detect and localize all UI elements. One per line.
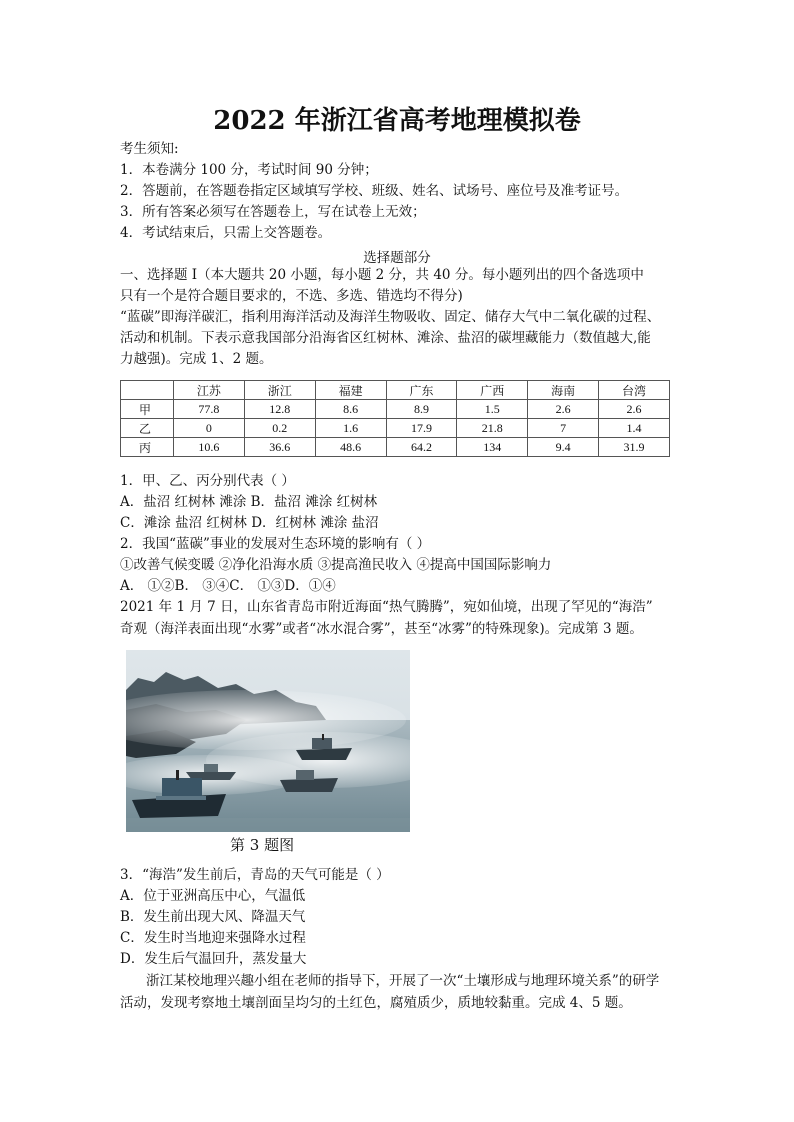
question-1-options: A．盐沼 红树林 滩涂 B．盐沼 滩涂 红树林: [120, 494, 378, 510]
intro-paragraph: “蓝碳”即海洋碳汇，指利用海洋活动及海洋生物吸收、固定、储存大气中二氧化碳的过程、: [120, 309, 661, 325]
question-2-stem: 2．我国“蓝碳”事业的发展对生态环境的影响有（ ）: [120, 536, 431, 552]
table-row-label: 甲: [121, 400, 174, 419]
table-cell: 8.6: [315, 400, 386, 419]
table-header-cell: 广西: [457, 381, 528, 400]
table-cell: 1.5: [457, 400, 528, 419]
table-row-label: 丙: [121, 438, 174, 457]
table-cell: 9.4: [528, 438, 599, 457]
table-cell: 1.6: [315, 419, 386, 438]
question-3-option: C．发生时当地迎来强降水过程: [120, 930, 306, 946]
intro-paragraph: 奇观（海洋表面出现“水雾”或者“冰水混合雾”，甚至“冰雾”的特殊现象)。完成第 3 题。: [120, 621, 643, 637]
table-header-cell: 海南: [528, 381, 599, 400]
section-title: 选择题部分: [363, 250, 431, 266]
question-3-option: B．发生前出现大风、降温天气: [120, 909, 306, 925]
table-cell: 2.6: [599, 400, 670, 419]
notice-item: 2．答题前，在答题卷指定区域填写学校、班级、姓名、试场号、座位号及准考证号。: [120, 183, 629, 199]
table-cell: 2.6: [528, 400, 599, 419]
table-cell: 36.6: [244, 438, 315, 457]
page-title: 2022 年浙江省高考地理模拟卷: [213, 106, 581, 136]
table-cell: 17.9: [386, 419, 457, 438]
table-cell: 0.2: [244, 419, 315, 438]
table-header-cell: 广东: [386, 381, 457, 400]
sea-smoke-photo: [126, 650, 410, 832]
notice-item: 1．本卷满分 100 分，考试时间 90 分钟；: [120, 162, 378, 178]
question-2-statements: ①改善气候变暖 ②净化沿海水质 ③提高渔民收入 ④提高中国国际影响力: [120, 557, 552, 573]
table-cell: 134: [457, 438, 528, 457]
notice-heading: 考生须知:: [120, 141, 179, 157]
question-1-options: C．滩涂 盐沼 红树林 D．红树林 滩涂 盐沼: [120, 515, 379, 531]
table-header-cell: [121, 381, 174, 400]
table-header-cell: 台湾: [599, 381, 670, 400]
intro-paragraph: 活动和机制。下表示意我国部分沿海省区红树林、滩涂、盐沼的碳埋藏能力（数值越大,能: [120, 330, 651, 346]
notice-item: 4．考试结束后，只需上交答题卷。: [120, 225, 332, 241]
question-1-stem: 1．甲、乙、丙分别代表（ ）: [120, 473, 295, 489]
table-cell: 7: [528, 419, 599, 438]
part1-instructions: 一、选择题 Ⅰ（本大题共 20 小题，每小题 2 分，共 40 分。每小题列出的四个备选项中: [120, 267, 644, 283]
table-row: [121, 419, 670, 438]
table-cell: 8.9: [386, 400, 457, 419]
table-cell: 10.6: [174, 438, 245, 457]
table-cell: 0: [174, 419, 245, 438]
table-cell: 77.8: [174, 400, 245, 419]
table-cell: 1.4: [599, 419, 670, 438]
table-row: [121, 438, 670, 457]
table-cell: 64.2: [386, 438, 457, 457]
part1-instructions: 只有一个是符合题目要求的，不选、多选、错选均不得分): [120, 288, 463, 304]
table-header-cell: 江苏: [174, 381, 245, 400]
table-header-row: [121, 381, 670, 400]
table-header-cell: 福建: [315, 381, 386, 400]
question-2-options: A． ①②B． ③④C． ①③D．①④: [120, 578, 336, 594]
table-header-cell: 浙江: [244, 381, 315, 400]
carbon-table: [120, 380, 670, 457]
figure-caption: 第 3 题图: [230, 836, 295, 854]
question-3-option: A．位于亚洲高压中心，气温低: [120, 888, 306, 904]
question-3-stem: 3．“海浩”发生前后，青岛的天气可能是（ ）: [120, 867, 390, 883]
table-cell: 31.9: [599, 438, 670, 457]
notice-item: 3．所有答案必须写在答题卷上，写在试卷上无效；: [120, 204, 426, 220]
table-cell: 48.6: [315, 438, 386, 457]
intro-paragraph: 活动，发现考察地土壤剖面呈均匀的土红色，腐殖质少，质地较黏重。完成 4、5 题。: [120, 995, 632, 1011]
intro-paragraph: 2021 年 1 月 7 日，山东省青岛市附近海面“热气腾腾”，宛如仙境，出现了罕见的“海浩”: [120, 599, 653, 615]
table-cell: 12.8: [244, 400, 315, 419]
intro-paragraph: 力越强)。完成 1、2 题。: [120, 351, 273, 367]
table-row: [121, 400, 670, 419]
table-cell: 21.8: [457, 419, 528, 438]
intro-paragraph: 浙江某校地理兴趣小组在老师的指导下，开展了一次“土壤形成与地理环境关系”的研学: [146, 973, 660, 989]
table-row-label: 乙: [121, 419, 174, 438]
question-3-option: D．发生后气温回升，蒸发量大: [120, 951, 307, 967]
